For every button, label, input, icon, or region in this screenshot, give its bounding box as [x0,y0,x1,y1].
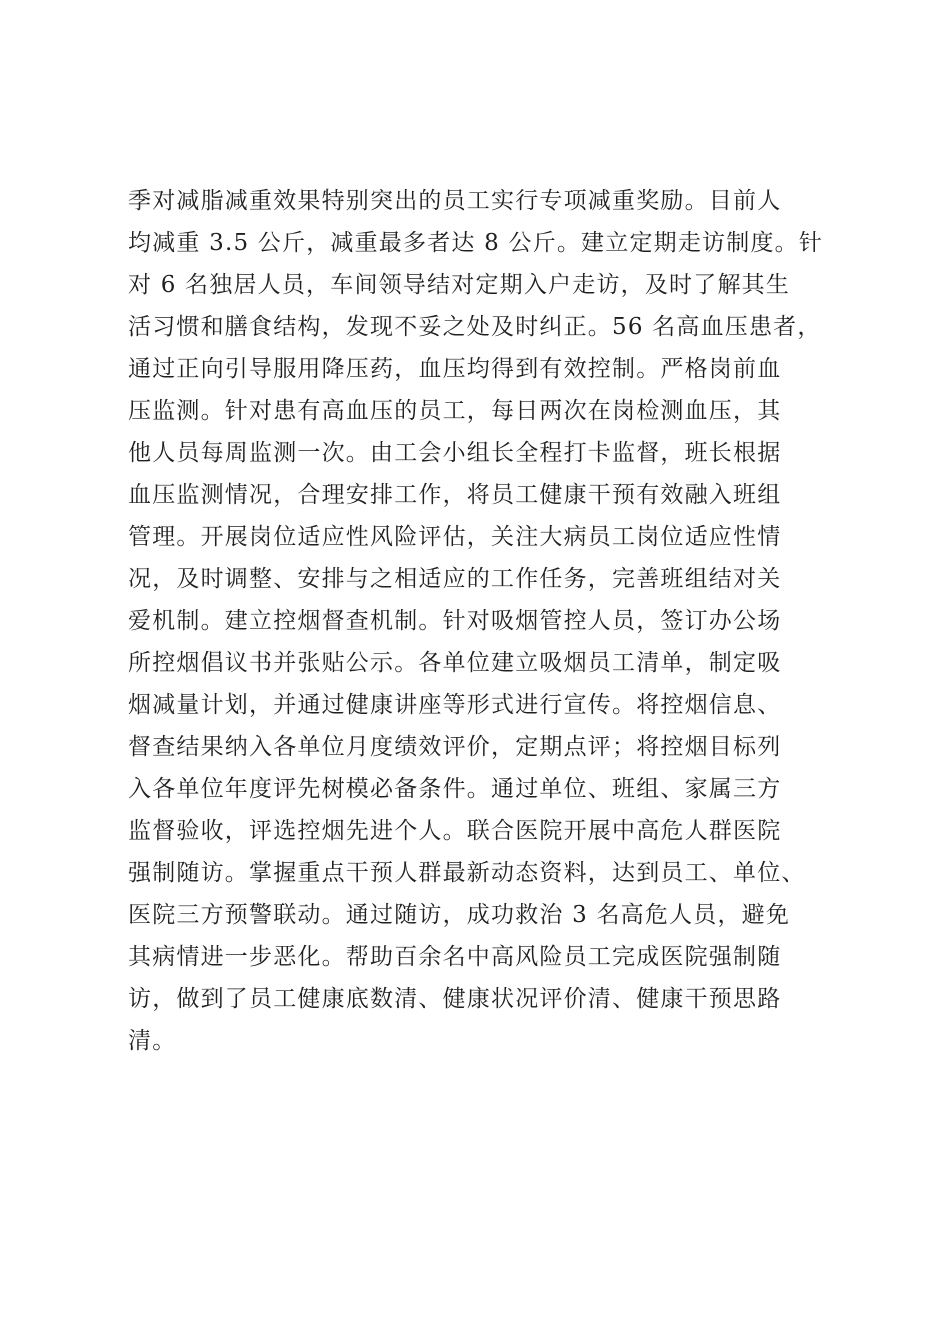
text-line: 清。 [128,1028,177,1054]
text-line: 访，做到了员工健康底数清、健康状况评价清、健康干预思路 [128,986,782,1012]
text-line: 季对减脂减重效果特别突出的员工实行专项减重奖励。目前人 [128,188,782,214]
text-line: 所控烟倡议书并张贴公示。各单位建立吸烟员工清单，制定吸 [128,650,782,676]
body-paragraph [128,180,848,1062]
text-line: 督查结果纳入各单位月度绩效评价，定期点评；将控烟目标列 [128,734,782,760]
text-line: 活习惯和膳食结构，发现不妥之处及时纠正。56 名高血压患者， [128,314,822,340]
text-line: 其病情进一步恶化。帮助百余名中高风险员工完成医院强制随 [128,944,782,970]
text-line: 烟减量计划，并通过健康讲座等形式进行宣传。将控烟信息、 [128,692,782,718]
text-line: 均减重 3.5 公斤，减重最多者达 8 公斤。建立定期走访制度。针 [128,230,824,256]
text-line: 医院三方预警联动。通过随访，成功救治 3 名高危人员，避免 [128,902,791,928]
text-line: 况，及时调整、安排与之相适应的工作任务，完善班组结对关 [128,566,782,592]
text-line: 对 6 名独居人员，车间领导结对定期入户走访，及时了解其生 [128,272,791,298]
text-line: 管理。开展岗位适应性风险评估，关注大病员工岗位适应性情 [128,524,782,550]
text-line: 压监测。针对患有高血压的员工，每日两次在岗检测血压，其 [128,398,782,424]
text-line: 通过正向引导服用降压药，血压均得到有效控制。严格岗前血 [128,356,782,382]
text-line: 入各单位年度评先树模必备条件。通过单位、班组、家属三方 [128,776,782,802]
text-line: 他人员每周监测一次。由工会小组长全程打卡监督，班长根据 [128,440,782,466]
text-line: 监督验收，评选控烟先进个人。联合医院开展中高危人群医院 [128,818,782,844]
text-line: 强制随访。掌握重点干预人群最新动态资料，达到员工、单位、 [128,860,806,886]
text-line: 爱机制。建立控烟督查机制。针对吸烟管控人员，签订办公场 [128,608,782,634]
text-line: 血压监测情况，合理安排工作，将员工健康干预有效融入班组 [128,482,782,508]
